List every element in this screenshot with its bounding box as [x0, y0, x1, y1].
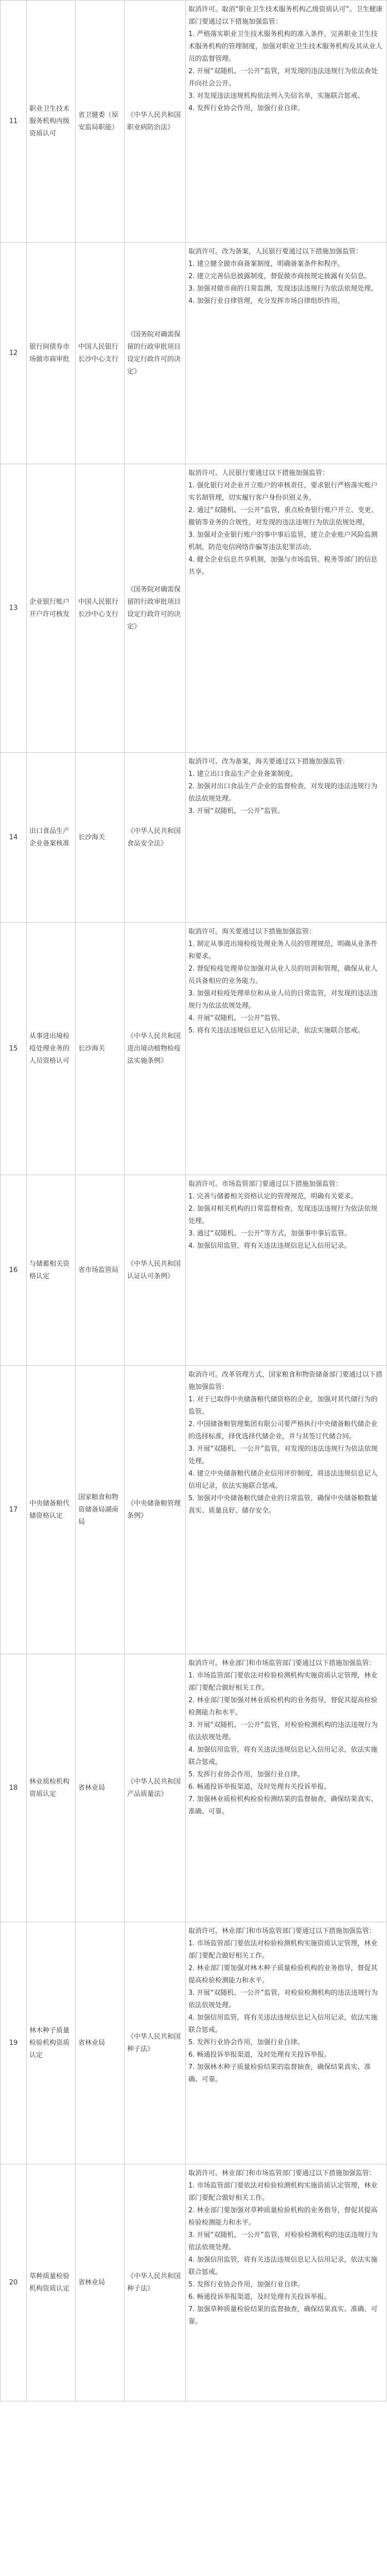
measure-paragraph: 1. 市场监管部门要依法对检验检测机构实施资质认定管理，林业部门要配合做好相关工作。	[188, 2182, 378, 2202]
department-cell: 中国人民银行长沙中心支行	[76, 464, 125, 753]
measure-paragraph: 3. 加强对检疫处理单位和从业人员的日常监管，对发现的违法违规行为依法依规处理。	[188, 990, 378, 1010]
measure-paragraph: 5. 发挥行业协会作用，加强行业自律。	[188, 1771, 304, 1778]
measure-paragraph: 3. 开展“双随机、一公开”监管，对发现的违法违规行为依法依规处理。	[188, 1445, 378, 1465]
measure-paragraph: 4. 开展“双随机、一公开”监管。	[188, 1014, 285, 1022]
row-number-cell: 19	[1, 1922, 27, 2164]
measure-paragraph: 5. 将有关违法违规信息记入信用记录，依法实施联合惩戒。	[188, 1027, 364, 1035]
row-number-cell: 14	[1, 753, 27, 923]
measure-paragraph: 取消许可。取消“职业卫生技术服务机构乙级资质认可”。卫生健康部门要通过以下措施加强监管：	[188, 6, 383, 26]
measure-paragraph: 3. 开展“双随机、一公开”监管，对检验检测机构的违法违规行为依法依规处理。	[188, 2231, 378, 2251]
legal-basis-cell: 《中华人民共和国进出境动植物检疫法实施条例》	[125, 923, 186, 1175]
table-row	[1, 1, 387, 243]
measure-paragraph: 取消许可。林业部门和市场监管部门要通过以下措施加强监管：	[188, 2170, 376, 2177]
item-name-cell: 银行间债券市场做市商审批	[27, 243, 76, 464]
measure-paragraph: 4. 加强信用监管，将有关违法违规信息记入信用记录，依法实施联合惩戒。	[188, 2256, 378, 2276]
row-number-cell: 12	[1, 243, 27, 464]
department-cell: 长沙海关	[76, 923, 125, 1175]
measure-paragraph: 取消许可。林业部门和市场监管部门要通过以下措施加强监管：	[188, 1927, 376, 1935]
item-name-cell: 草种质量检验机构资质认定	[27, 2164, 76, 2401]
measure-paragraph: 2. 加强对相关机构的日常监督检查，发现违法违规行为依法依规处理。	[188, 1205, 378, 1225]
legal-basis-cell: 《中华人民共和国种子法》	[125, 1922, 186, 2164]
measure-paragraph: 取消许可。改革管理方式，国家粮食和物资储备部门要通过以下措施加强监管：	[188, 1371, 383, 1391]
table-row	[1, 1366, 387, 1654]
legal-basis-cell: 《中华人民共和国产品质量法》	[125, 1654, 186, 1922]
row-number-cell: 13	[1, 464, 27, 753]
table-row	[1, 464, 387, 753]
legal-basis-cell: 《中华人民共和国认证认可条例》	[125, 1175, 186, 1366]
measure-paragraph: 1. 建立健全做市商备案制度，明确备案条件和程序。	[188, 260, 344, 268]
measures-cell	[186, 1922, 387, 2164]
measures-cell	[186, 1654, 387, 1922]
measure-paragraph: 7. 加强林业质检机构检验检测结果的监督抽查，确保结果真实、准确、可靠。	[188, 1795, 378, 1816]
legal-basis-cell: 《中华人民共和国职业病防治法》	[125, 1, 186, 243]
table-row	[1, 2164, 387, 2401]
measure-paragraph: 3. 加强对做市商的日常监测，发现违法违规行为依法依规处理。	[188, 285, 378, 293]
table-row	[1, 753, 387, 923]
measure-paragraph: 2. 督促检疫处理单位加强对从业人员的培训和管理，确保从业人员具备相应的业务能力。	[188, 965, 378, 985]
item-name-cell: 林木种子质量检验机构资质认定	[27, 1922, 76, 2164]
measure-paragraph: 2. 通过“双随机、一公开”监管，重点检查银行账户开立、变更、撤销等业务的合规性，对发现的违法违规行为依法依规处理。	[188, 506, 378, 527]
legal-basis-cell: 《中央储备粮管理条例》	[125, 1366, 186, 1654]
measure-paragraph: 3. 开展“双随机、一公开”监管。	[188, 807, 285, 815]
measure-paragraph: 3. 加强对企业银行账户的事中事后监管，建立企业账户风险监测机制，防范电信网络诈骗等违法犯罪活动。	[188, 531, 378, 551]
measures-cell	[186, 1175, 387, 1366]
table-body	[1, 1, 387, 2401]
department-cell: 省林业局	[76, 2164, 125, 2401]
measure-paragraph: 3. 开展“双随机、一公开”监管，对检验检测机构的违法违规行为依法依规处理。	[188, 1989, 378, 2009]
department-cell: 国家粮食和物资储备局湖南局	[76, 1366, 125, 1654]
measures-cell	[186, 464, 387, 753]
measure-paragraph: 5. 发挥行业协会作用，加强行业自律。	[188, 2039, 304, 2046]
measure-paragraph: 2. 林业部门要加强对林业质检机构的业务指导，督促其提高检验检测能力和水平。	[188, 1697, 378, 1717]
measure-paragraph: 7. 加强林木种子质量检验结果的监督抽查，确保结果真实、准确、可靠。	[188, 2063, 371, 2083]
row-number-cell: 16	[1, 1175, 27, 1366]
measures-cell	[186, 753, 387, 923]
table-row	[1, 243, 387, 464]
department-cell: 长沙海关	[76, 753, 125, 923]
measure-paragraph: 取消许可。改为备案，海关要通过以下措施加强监管：	[188, 758, 349, 766]
item-name-cell: 林业质检机构资质认定	[27, 1654, 76, 1922]
measure-paragraph: 1. 强化银行对企业开立账户的审核责任，要求银行严格落实账户实名制管理，切实履行客户身份识别义务。	[188, 482, 378, 502]
item-name-cell: 与储蓄相关资格认定	[27, 1175, 76, 1366]
measure-paragraph: 1. 市场监管部门要依法对检验检测机构实施资质认定管理，林业部门要配合做好相关工作。	[188, 1940, 378, 1960]
measure-paragraph: 1. 制定从事进出境检疫处理业务人员的管理规范，明确从业条件和要求。	[188, 940, 378, 960]
measure-paragraph: 3. 开展“双随机、一公开”监管，对检验检测机构的违法违规行为依法依规处理。	[188, 1721, 378, 1741]
legal-basis-cell: 《中华人民共和国种子法》	[125, 2164, 186, 2401]
row-number-cell: 18	[1, 1654, 27, 1922]
measure-paragraph: 5. 加强对中央储备粮代储企业的日常监管，确保中央储备粮数量真实、质量良好、储存安全。	[188, 1495, 378, 1515]
department-cell: 省卫健委（原安监局职能）	[76, 1, 125, 243]
department-cell: 省市场监管局	[76, 1175, 125, 1366]
measure-paragraph: 4. 加强行业自律管理，充分发挥市场自律组织作用。	[188, 297, 344, 305]
department-cell: 中国人民银行长沙中心支行	[76, 243, 125, 464]
measures-cell	[186, 923, 387, 1175]
measure-paragraph: 7. 加强草种质量检验结果的监督抽查，确保结果真实、准确、可靠。	[188, 2306, 378, 2326]
measure-paragraph: 4. 健全企业信息共享机制，加强与市场监管、税务等部门的信息共享。	[188, 556, 378, 576]
legal-basis-cell: 《国务院对确需保留的行政审批项目设定行政许可的决定》	[125, 243, 186, 464]
measure-paragraph: 6. 畅通投诉举报渠道，及时处理有关投诉举报。	[188, 2051, 331, 2059]
measure-paragraph: 2. 开展“双随机、一公开”监管，对发现的违法违规行为依法查处并向社会公开。	[188, 67, 378, 88]
measure-paragraph: 1. 建立出口食品生产企业备案制度。	[188, 770, 297, 778]
measure-paragraph: 2. 加强对出口食品生产企业的监督检查，对发现的违法违规行为依法依规处理。	[188, 783, 378, 803]
measure-paragraph: 取消许可。人民银行要通过以下措施加强监管：	[188, 469, 329, 477]
item-name-cell: 出口食品生产企业备案核准	[27, 753, 76, 923]
measure-paragraph: 4. 加强信用监管，将有关违法违规信息记入信用记录，依法实施联合惩戒。	[188, 1746, 378, 1766]
measure-paragraph: 4. 加强信用监管，将有关违法违规信息记入信用记录，依法实施联合惩戒。	[188, 2014, 378, 2034]
measures-cell	[186, 243, 387, 464]
measure-paragraph: 取消许可。改为备案，人民银行要通过以下措施加强监管：	[188, 248, 363, 256]
row-number-cell: 20	[1, 2164, 27, 2401]
item-name-cell: 企业银行账户开户许可核发	[27, 464, 76, 753]
measure-paragraph: 1. 市场监管部门要依法对检验检测机构实施资质认定管理，林业部门要配合做好相关工作。	[188, 1672, 378, 1692]
measure-paragraph: 4. 建立中央储备粮代储企业信用评价制度，将违法违规信息记入信用记录，依法实施联合惩戒。	[188, 1470, 378, 1490]
table-row	[1, 923, 387, 1175]
measures-cell	[186, 1, 387, 243]
measures-cell	[186, 2164, 387, 2401]
row-number-cell: 15	[1, 923, 27, 1175]
measure-paragraph: 6. 畅通投诉举报渠道，及时处理有关投诉举报。	[188, 2293, 331, 2301]
measure-paragraph: 1. 对于已取得中央储备粮代储资格的企业，加强对其代储行为的监管。	[188, 1396, 378, 1416]
item-name-cell: 中央储备粮代储资格认定	[27, 1366, 76, 1654]
department-cell: 省林业局	[76, 1922, 125, 2164]
item-name-cell: 职业卫生技术服务机构丙级资质认可	[27, 1, 76, 243]
measure-paragraph: 2. 林业部门要加强对林木种子质量检验机构的业务指导，督促其提高检验检测能力和水平。	[188, 1964, 378, 1985]
department-cell: 省林业局	[76, 1654, 125, 1922]
table-row	[1, 1175, 387, 1366]
measure-paragraph: 5. 发挥行业协会作用，加强行业自律。	[188, 2281, 304, 2289]
table-row	[1, 1922, 387, 2164]
measure-paragraph: 4. 发挥行业协会作用，加强行业自律。	[188, 105, 304, 112]
legal-basis-cell: 《国务院对确需保留的行政审批项目设定行政许可的决定》	[125, 464, 186, 753]
legal-basis-cell: 《中华人民共和国食品安全法》	[125, 753, 186, 923]
measure-paragraph: 1. 严格落实职业卫生技术服务机构的准入条件，完善职业卫生技术服务机构的管理制度，加强对职业卫生技术服务机构及其从业人员的监督管理。	[188, 30, 383, 63]
measures-cell	[186, 1366, 387, 1654]
measure-paragraph: 2. 建立完善信息披露制度，督促做市商按规定披露有关信息。	[188, 273, 371, 280]
measure-paragraph: 取消许可。林业部门和市场监管部门要通过以下措施加强监管：	[188, 1659, 376, 1667]
measure-paragraph: 取消许可。市场监管部门要通过以下措施加强监管：	[188, 1180, 343, 1188]
measure-paragraph: 1. 完善与储蓄相关资格认定的管理规范，明确有关要求。	[188, 1193, 358, 1200]
measure-paragraph: 4. 加强信用监管，将有关违法违规信息记入信用记录。	[188, 1242, 351, 1250]
measure-paragraph: 6. 畅通投诉举报渠道，及时处理有关投诉举报。	[188, 1783, 331, 1791]
measure-paragraph: 取消许可。海关要通过以下措施加强监管：	[188, 928, 316, 936]
measure-paragraph: 2. 中国储备粮管理集团有限公司要严格执行中央储备粮代储企业的选择标准，择优选择代储企业，并与其签订代储合同。	[188, 1420, 378, 1440]
measure-paragraph: 3. 对发现违法违规机构依法列入失信名单，实施联合惩戒。	[188, 92, 364, 100]
table-row	[1, 1654, 387, 1922]
row-number-cell: 11	[1, 1, 27, 243]
row-number-cell: 17	[1, 1366, 27, 1654]
item-name-cell: 从事进出境检疫处理业务的人员资格认可	[27, 923, 76, 1175]
measure-paragraph: 2. 林业部门要加强对草种质量检验机构的业务指导，督促其提高检验检测能力和水平。	[188, 2207, 378, 2227]
measure-paragraph: 3. 通过“双随机、一公开”等方式，加强事中事后监管。	[188, 1230, 351, 1238]
